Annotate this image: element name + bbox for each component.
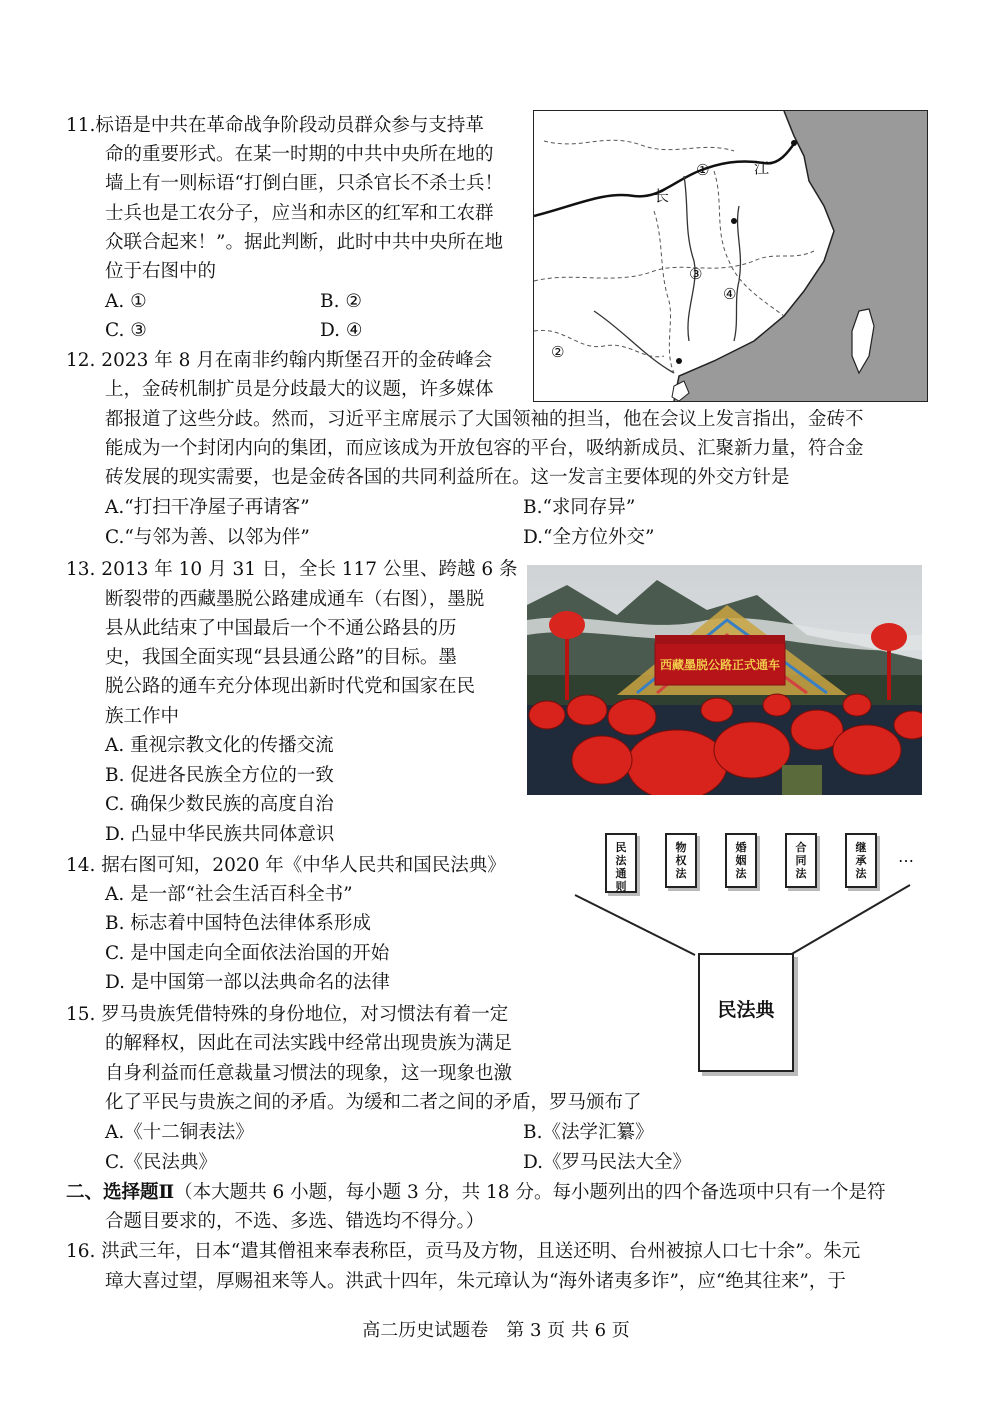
option-b: B.《法学汇纂》 [523,1122,654,1143]
ellipsis: … [898,847,914,866]
q11-line: 众联合起来！”。据此判断，此时中共中央所在地 [105,232,503,253]
q12-line: 砖发展的现实需要，也是金砖各国的共同利益所在。这一发言主要体现的外交方针是 [105,467,790,488]
book-hunyinfa: 婚 姻 法 [725,833,757,888]
q11-line: 位于右图中的 [105,261,217,282]
q14-line: 14. 据右图可知，2020 年《中华人民共和国民法典》 [66,855,506,876]
option-c: C. ③ [105,320,147,341]
q11-line: 命的重要形式。在某一时期的中共中央所在地的 [105,144,494,165]
q15-line: 自身利益而任意裁量习惯法的现象，这一现象也激 [105,1063,513,1084]
q16-line: 璋大喜过望，厚赐祖来等人。洪武十四年，朱元璋认为“海外诸夷多诈”，应“绝其往来”，于 [105,1271,846,1292]
q11-line: 士兵也是工农分子，应当和赤区的红军和工农群 [105,203,494,224]
q11-line: 11.标语是中共在革命战争阶段动员群众参与支持革 [66,115,484,136]
option-c: C. 确保少数民族的高度自治 [105,794,334,815]
option-a: A. 是一部“社会生活百科全书” [105,884,353,905]
option-a: A. 重视宗教文化的传播交流 [105,735,334,756]
book-hetongfa: 合 同 法 [785,833,817,888]
border [654,211,674,373]
option-d: D. 是中国第一部以法典命名的法律 [105,972,390,993]
option-b: B. ② [320,291,362,312]
book-wuquanfa: 物 权 法 [665,833,697,888]
river-label-jiang: 江 [754,159,770,177]
option-b: B. 标志着中国特色法律体系形成 [105,913,371,934]
civil-code-diagram [570,825,915,1075]
section-2-instructions-cont: 合题目要求的，不选、多选、错选均不得分。） [105,1211,485,1232]
q13-line: 县从此结束了中国最后一个不通公路县的历 [105,618,457,639]
q15-line: 的解释权，因此在司法实践中经常出现贵族为满足 [105,1033,513,1054]
option-c: C.“与邻为善、以邻为伴” [105,527,310,548]
q15-line: 15. 罗马贵族凭借特殊的身份地位，对习惯法有着一定 [66,1004,509,1025]
q13-line: 脱公路的通车充分体现出新时代党和国家在民 [105,676,476,697]
q12-line: 能成为一个封闭内向的集团，而应该成为开放包容的平台，吸纳新成员、汇聚新力量，符合金 [105,438,864,459]
marker-1: ① [696,161,710,179]
q12-line: 上，金砖机制扩员是分歧最大的议题，许多媒体 [105,379,494,400]
q15-line: 化了平民与贵族之间的矛盾。为缓和二者之间的矛盾，罗马颁布了 [105,1092,642,1113]
option-c: C.《民法典》 [105,1152,217,1173]
q12-line: 都报道了这些分歧。然而，习近平主席展示了大国领袖的担当，他在会议上发言指出，金砖不 [105,409,864,430]
option-a: A.《十二铜表法》 [105,1122,254,1143]
civil-code-label: 民法典 [717,999,775,1021]
book-minfa-tongze: 民 法 通 则 [605,833,637,893]
river-label-chang: 长 [654,187,670,205]
photo-figure [527,565,922,795]
q13-line: 族工作中 [105,706,180,727]
river [734,206,740,341]
option-c: C. 是中国走向全面依法治国的开始 [105,943,390,964]
banner-text: 西藏墨脱公路正式通车 [659,658,781,672]
page-footer: 高二历史试题卷 第 3 页 共 6 页 [362,1320,630,1341]
river [594,311,674,373]
q13-line: 断裂带的西藏墨脱公路建成通车（右图），墨脱 [105,589,485,610]
q12-line: 12. 2023 年 8 月在南非约翰内斯堡召开的金砖峰会 [66,350,493,371]
q16-line: 16. 洪武三年，日本“遣其僧祖来奉表称臣，贡马及方物，且送还明、台州被掠人口七十余”。朱元 [66,1241,861,1262]
marker-4: ④ [723,285,737,303]
sea-area [674,111,927,401]
option-a: A. ① [105,291,147,312]
option-b: B. 促进各民族全方位的一致 [105,765,334,786]
soldier [782,765,822,795]
border [534,251,814,281]
option-d: D. ④ [320,320,363,341]
map-svg [534,111,927,401]
q11-line: 墙上有一则标语“打倒白匪，只杀官长不杀士兵！ [105,173,503,194]
photo-svg [527,565,922,795]
section-2-instructions: （本大题共 6 小题，每小题 3 分，共 18 分。每小题列出的四个备选项中只有一个是符 [174,1182,886,1203]
q13-line: 13. 2013 年 10 月 31 日，全长 117 公里、跨越 6 条 [66,559,518,580]
section-2-title: 二、选择题Ⅱ [66,1182,175,1203]
option-d: D.“全方位外交” [523,527,655,548]
option-d: D.《罗马民法大全》 [523,1152,692,1173]
border [544,140,734,151]
map-figure [533,110,928,402]
q13-line: 史，我国全面实现“县县通公路”的目标。墨 [105,647,457,668]
river [684,176,695,341]
option-d: D. 凸显中华民族共同体意识 [105,824,335,845]
marker-2: ② [551,343,565,361]
marker-3: ③ [689,265,703,283]
option-b: B.“求同存异” [523,497,636,518]
option-a: A.“打扫干净屋子再请客” [105,497,310,518]
book-jichengfa: 继 承 法 [845,833,877,888]
